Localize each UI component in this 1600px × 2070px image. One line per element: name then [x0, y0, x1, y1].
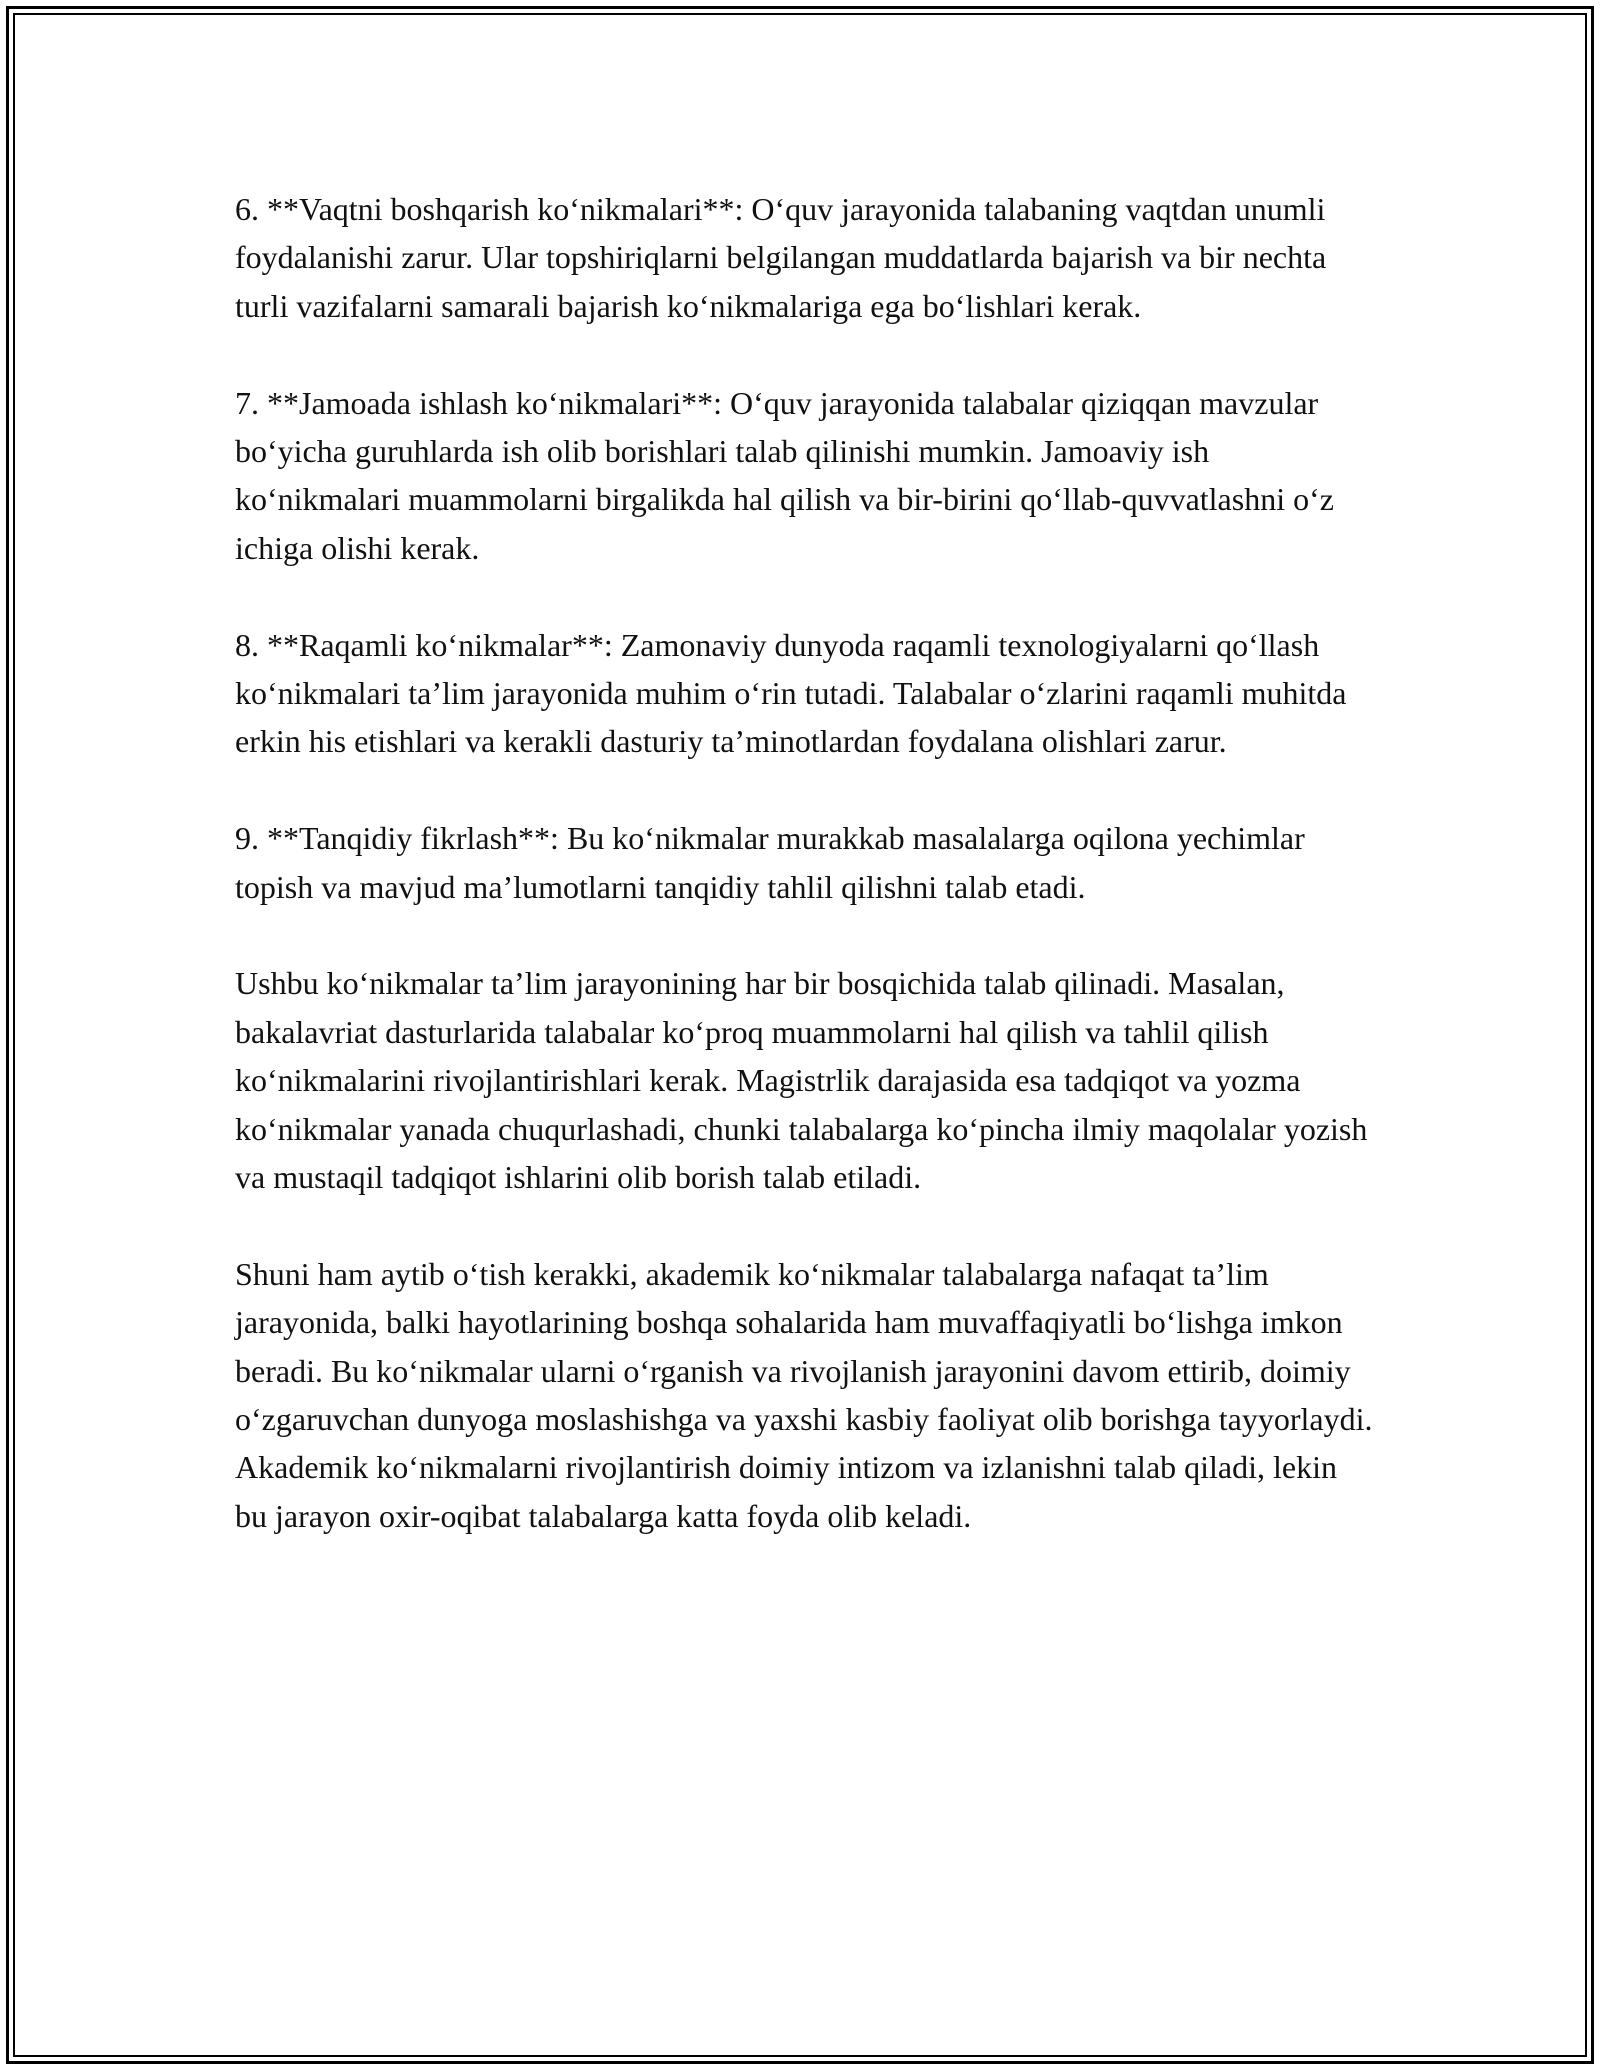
paragraph-critical-thinking: 9. **Tanqidiy fikrlash**: Bu koʻnikmalar murakkab masalalarga oqilona yechimlar topish va mavjud ma’lumotlarni tanqidiy tahlil qilishni talab etadi.: [235, 820, 1305, 905]
document-body: [235, 185, 1375, 1589]
paragraph-education-stages: Ushbu koʻnikmalar ta’lim jarayonining har bir bosqichida talab qilinadi. Masalan, bakalavriat dasturlarida talabalar koʻproq muammolarni hal qilish va tahlil qilish koʻnikmalarini rivojlantirishlari kerak. Magistrlik darajasida esa tadqiqot va yozma koʻnikmalar yanada chuqurlashadi, chunki talabalarga koʻpincha ilmiy maqolalar yozish va mustaqil tadqiqot ishlarini olib borish talab etiladi.: [235, 965, 1368, 1196]
paragraph-time-management: 6. **Vaqtni boshqarish koʻnikmalari**: Oʻquv jarayonida talabaning vaqtdan unumli foydalanishi zarur. Ular topshiriqlarni belgilangan muddatlarda bajarish va bir nechta turli vazifalarni samarali bajarish koʻnikmalariga ega boʻlishlari kerak.: [235, 191, 1327, 324]
paragraph-digital-skills: 8. **Raqamli koʻnikmalar**: Zamonaviy dunyoda raqamli texnologiyalarni qoʻllash koʻnikmalari ta’lim jarayonida muhim oʻrin tutadi. Talabalar oʻzlarini raqamli muhitda erkin his etishlari va kerakli dasturiy ta’minotlardan foydalana olishlari zarur.: [235, 626, 1347, 760]
paragraph-conclusion: Shuni ham aytib oʻtish kerakki, akademik koʻnikmalar talabalarga nafaqat ta’lim jarayonida, balki hayotlarining boshqa sohalarida ham muvaffaqiyatli boʻlishga imkon beradi. Bu koʻnikmalar ularni oʻrganish va rivojlanish jarayonini davom ettirib, doimiy oʻzgaruvchan dunyoga moslashishga va yaxshi kasbiy faoliyat olib borishga tayyorlaydi. Akademik koʻnikmalarni rivojlantirish doimiy intizom va izlanishni talab qiladi, lekin bu jarayon oxir-oqibat talabalarga katta foyda olib keladi.: [235, 1255, 1373, 1534]
paragraph-teamwork: 7. **Jamoada ishlash koʻnikmalari**: Oʻquv jarayonida talabalar qiziqqan mavzular boʻyicha guruhlarda ish olib borishlari talab qilinishi mumkin. Jamoaviy ish koʻnikmalari muammolarni birgalikda hal qilish va bir-birini qoʻllab-quvvatlashni oʻz ichiga olishi kerak.: [235, 384, 1334, 566]
